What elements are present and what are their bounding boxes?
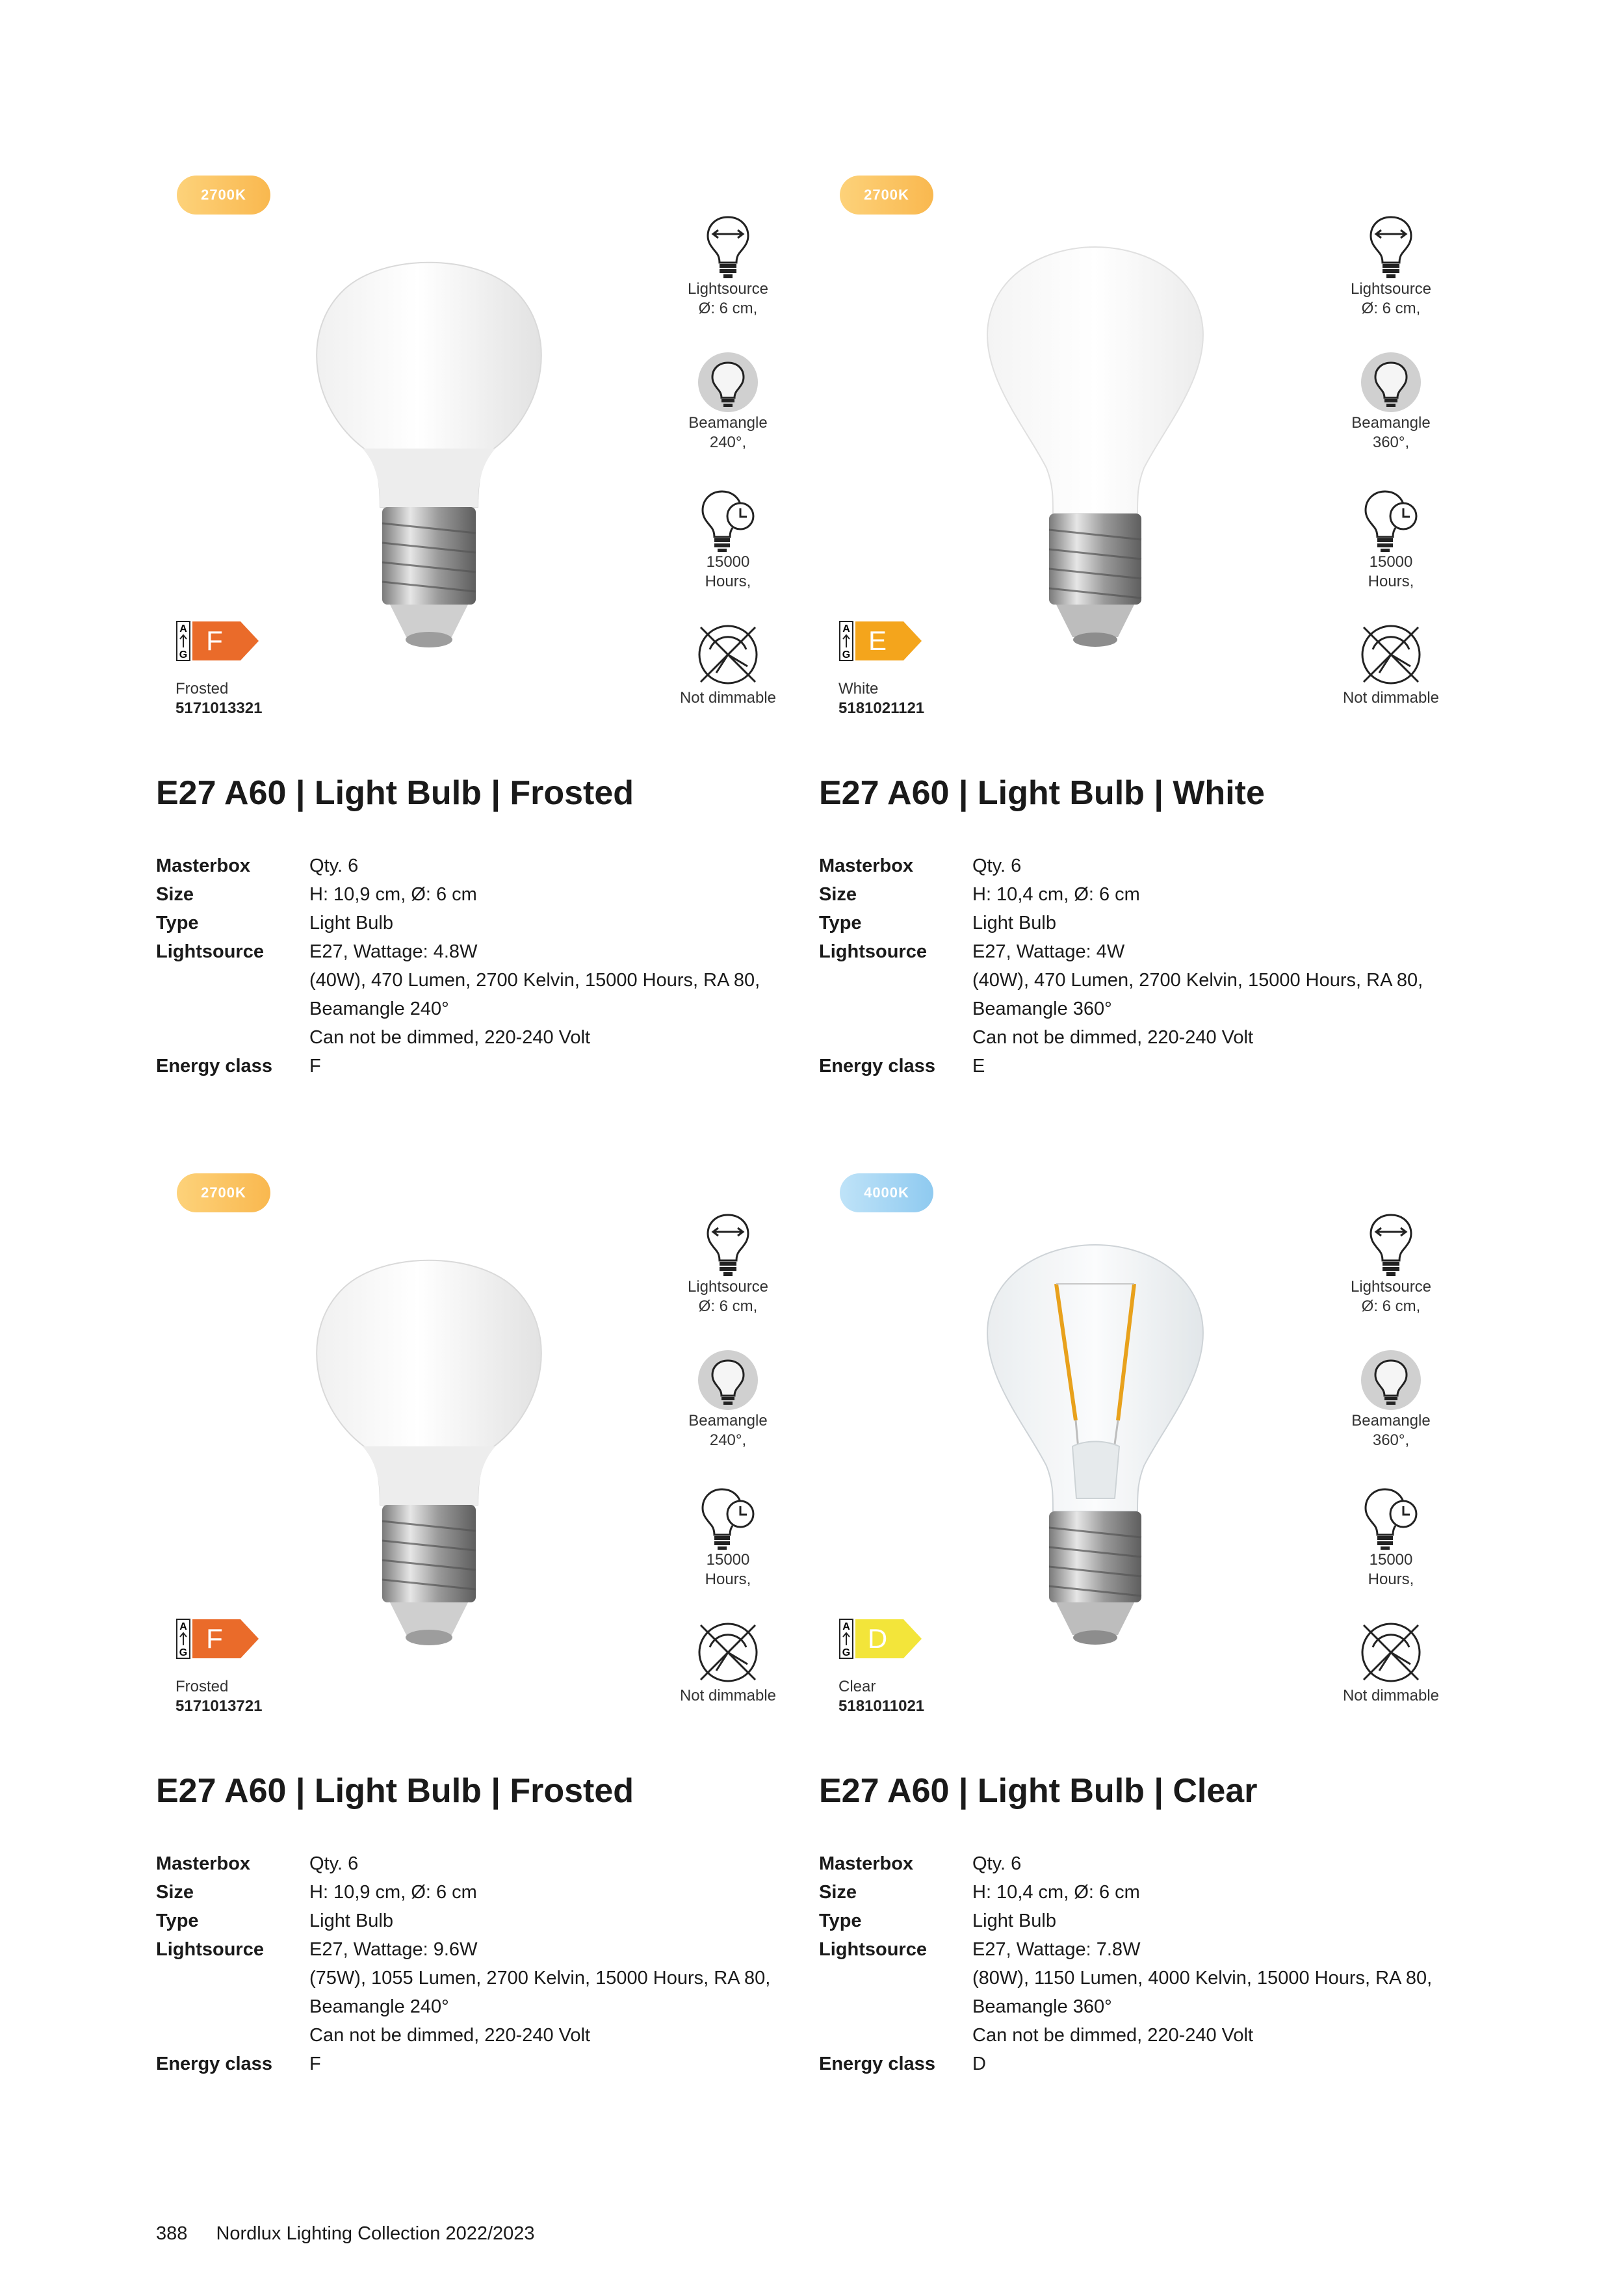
beamangle-feature <box>1319 1349 1462 1450</box>
spec-value: Qty. 6 <box>309 1853 359 1874</box>
lifetime-clock-bulb-icon <box>699 488 757 553</box>
spec-value: Light Bulb <box>309 913 393 933</box>
not-dimmable-icon <box>694 1619 762 1686</box>
lifetime-clock-bulb-icon <box>1362 488 1420 553</box>
not-dimmable-icon <box>694 621 762 688</box>
spec-key <box>156 995 309 1023</box>
energy-scale-bottom: G <box>842 1647 851 1658</box>
lifetime-feature <box>656 488 799 592</box>
product-card <box>819 176 1469 1151</box>
beamangle-label: Beamangle <box>688 1412 768 1429</box>
hours-value: 15000 <box>1369 1551 1413 1569</box>
spec-value: Can not be dimmed, 220-240 Volt <box>972 1027 1254 1048</box>
product-sku: 5171013721 <box>175 1697 263 1715</box>
spec-key: Lightsource <box>156 1939 264 1960</box>
variant-name: Frosted <box>175 680 229 698</box>
spec-row <box>156 2050 806 2078</box>
spec-key: Masterbox <box>156 1853 251 1874</box>
beamangle-icon <box>697 1349 759 1411</box>
spec-key <box>819 2021 972 2050</box>
spec-value: Beamangle 240° <box>309 1996 449 2017</box>
spec-row <box>819 1878 1469 1907</box>
beamangle-icon <box>1360 351 1422 413</box>
dimmable-label: Not dimmable <box>679 1687 777 1704</box>
spec-value: (40W), 470 Lumen, 2700 Kelvin, 15000 Hours, RA 80, <box>309 970 760 991</box>
product-sku: 5171013321 <box>175 699 263 717</box>
spec-value: Beamangle 240° <box>309 998 449 1019</box>
color-temp-badge: 4000K <box>840 1173 933 1212</box>
spec-table <box>156 1849 806 2078</box>
energy-letter: D <box>867 1623 888 1654</box>
spec-value: Beamangle 360° <box>972 1996 1112 2017</box>
spec-row <box>819 1992 1469 2021</box>
spec-value: E27, Wattage: 9.6W <box>309 1939 478 1960</box>
page-number: 388 <box>156 2223 188 2244</box>
beamangle-feature <box>1319 351 1462 452</box>
spec-key: Energy class <box>819 2054 935 2074</box>
dimmable-feature <box>1319 1619 1462 1706</box>
spec-value: Can not be dimmed, 220-240 Volt <box>309 2025 591 2046</box>
spec-value: E27, Wattage: 4W <box>972 941 1125 962</box>
beamangle-value: 360°, <box>1372 434 1410 451</box>
spec-value: Qty. 6 <box>972 855 1022 876</box>
spec-row <box>156 995 806 1023</box>
lightsource-feature <box>656 215 799 319</box>
spec-row <box>819 1907 1469 1935</box>
spec-key: Masterbox <box>819 1853 914 1874</box>
dimmable-feature <box>656 621 799 708</box>
energy-scale-bottom: G <box>179 649 188 660</box>
product-sku: 5181011021 <box>838 1697 925 1715</box>
lightsource-label: Lightsource <box>687 1278 769 1296</box>
collection-title: Nordlux Lighting Collection 2022/2023 <box>216 2223 535 2244</box>
energy-scale-top: A <box>842 1621 850 1632</box>
energy-scale-bottom: G <box>842 649 851 660</box>
beamangle-label: Beamangle <box>1351 1412 1431 1429</box>
lightsource-diameter-icon <box>1367 215 1415 280</box>
spec-value: Can not be dimmed, 220-240 Volt <box>972 2025 1254 2046</box>
spec-row <box>156 1907 806 1935</box>
spec-value: Light Bulb <box>972 1911 1056 1931</box>
beamangle-label: Beamangle <box>688 414 768 432</box>
variant-name: Frosted <box>175 1678 229 1695</box>
energy-letter: F <box>206 1623 223 1654</box>
hours-unit: Hours, <box>705 1571 751 1588</box>
product-title: E27 A60 | Light Bulb | Frosted <box>156 774 634 812</box>
spec-value: Light Bulb <box>972 913 1056 933</box>
beamangle-value: 360°, <box>1372 1431 1410 1449</box>
spec-key: Energy class <box>819 1056 935 1076</box>
beamangle-icon <box>697 351 759 413</box>
spec-key <box>819 1964 972 1992</box>
spec-row <box>156 2021 806 2050</box>
spec-value: (75W), 1055 Lumen, 2700 Kelvin, 15000 Hours, RA 80, <box>309 1968 771 1989</box>
spec-row <box>156 1992 806 2021</box>
product-card <box>156 1173 806 2148</box>
spec-key <box>819 1992 972 2021</box>
energy-scale-top: A <box>842 623 850 634</box>
lifetime-clock-bulb-icon <box>1362 1485 1420 1550</box>
spec-value: F <box>309 1056 321 1076</box>
spec-value: Qty. 6 <box>309 855 359 876</box>
energy-label-icon <box>838 1615 923 1662</box>
spec-row <box>156 909 806 937</box>
variant-name: White <box>838 680 879 698</box>
spec-key: Energy class <box>156 2054 272 2074</box>
spec-row <box>819 1052 1469 1080</box>
beamangle-feature <box>656 351 799 452</box>
not-dimmable-icon <box>1357 621 1425 688</box>
product-card <box>819 1173 1469 2148</box>
energy-scale-bottom: G <box>179 1647 188 1658</box>
lightsource-diameter-icon <box>1367 1212 1415 1277</box>
product-card <box>156 176 806 1151</box>
spec-key <box>156 1964 309 1992</box>
spec-row <box>819 966 1469 995</box>
spec-table <box>156 852 806 1080</box>
frosted-bulb-image <box>286 1232 572 1700</box>
spec-value: Qty. 6 <box>972 1853 1022 1874</box>
lifetime-feature <box>1319 488 1462 592</box>
spec-row <box>156 1935 806 1964</box>
page-footer <box>156 2223 535 2245</box>
spec-value: Light Bulb <box>309 1911 393 1931</box>
product-title: E27 A60 | Light Bulb | Frosted <box>156 1772 634 1810</box>
hours-unit: Hours, <box>705 573 751 590</box>
lightsource-value: Ø: 6 cm, <box>698 1298 758 1315</box>
spec-row <box>156 1878 806 1907</box>
lightsource-feature <box>1319 215 1462 319</box>
spec-table <box>819 852 1469 1080</box>
beamangle-value: 240°, <box>709 434 747 451</box>
lightsource-label: Lightsource <box>687 280 769 298</box>
lightsource-feature <box>1319 1212 1462 1316</box>
spec-row <box>156 1964 806 1992</box>
spec-key: Size <box>156 884 194 905</box>
dimmable-feature <box>1319 621 1462 708</box>
product-sku: 5181021121 <box>838 699 925 717</box>
spec-row <box>819 1849 1469 1878</box>
spec-row <box>156 852 806 880</box>
hours-unit: Hours, <box>1368 573 1414 590</box>
color-temp-badge: 2700K <box>177 1173 270 1212</box>
spec-key: Type <box>156 1911 199 1931</box>
spec-row <box>156 1052 806 1080</box>
product-title: E27 A60 | Light Bulb | White <box>819 774 1265 812</box>
spec-row <box>156 1023 806 1052</box>
spec-value: H: 10,4 cm, Ø: 6 cm <box>972 884 1140 905</box>
frosted-bulb-image <box>286 234 572 702</box>
spec-key: Masterbox <box>156 855 251 876</box>
spec-key <box>819 966 972 995</box>
lightsource-value: Ø: 6 cm, <box>1361 300 1421 317</box>
spec-row <box>819 995 1469 1023</box>
spec-row <box>156 1849 806 1878</box>
spec-value: F <box>309 2054 321 2074</box>
lightsource-label: Lightsource <box>1350 280 1432 298</box>
spec-key <box>819 1023 972 1052</box>
not-dimmable-icon <box>1357 1619 1425 1686</box>
lightsource-feature <box>656 1212 799 1316</box>
spec-value: H: 10,9 cm, Ø: 6 cm <box>309 1882 477 1903</box>
spec-value: (40W), 470 Lumen, 2700 Kelvin, 15000 Hours, RA 80, <box>972 970 1423 991</box>
energy-letter: F <box>206 625 223 656</box>
spec-value: D <box>972 2054 986 2074</box>
spec-key: Energy class <box>156 1056 272 1076</box>
hours-value: 15000 <box>1369 553 1413 571</box>
spec-key: Size <box>819 1882 857 1903</box>
spec-row <box>819 2050 1469 2078</box>
spec-value: H: 10,4 cm, Ø: 6 cm <box>972 1882 1140 1903</box>
spec-row <box>156 937 806 966</box>
lifetime-clock-bulb-icon <box>699 1485 757 1550</box>
hours-value: 15000 <box>706 553 750 571</box>
spec-row <box>156 966 806 995</box>
spec-table <box>819 1849 1469 2078</box>
spec-row <box>156 880 806 909</box>
color-temp-badge: 2700K <box>840 176 933 215</box>
beamangle-label: Beamangle <box>1351 414 1431 432</box>
spec-key: Lightsource <box>156 941 264 962</box>
spec-key: Type <box>156 913 199 933</box>
spec-key <box>156 966 309 995</box>
variant-name: Clear <box>838 1678 876 1695</box>
energy-label-icon <box>838 618 923 664</box>
color-temp-badge: 2700K <box>177 176 270 215</box>
product-title: E27 A60 | Light Bulb | Clear <box>819 1772 1258 1810</box>
spec-row <box>819 1964 1469 1992</box>
dimmable-feature <box>656 1619 799 1706</box>
spec-row <box>819 852 1469 880</box>
dimmable-label: Not dimmable <box>1342 689 1440 707</box>
spec-key: Type <box>819 1911 862 1931</box>
hours-unit: Hours, <box>1368 1571 1414 1588</box>
spec-key <box>156 1023 309 1052</box>
spec-row <box>819 909 1469 937</box>
energy-scale-top: A <box>179 623 187 634</box>
spec-row <box>819 2021 1469 2050</box>
spec-key: Size <box>156 1882 194 1903</box>
spec-row <box>819 880 1469 909</box>
spec-row <box>819 1023 1469 1052</box>
spec-value: E27, Wattage: 4.8W <box>309 941 478 962</box>
beamangle-feature <box>656 1349 799 1450</box>
white-bulb-image <box>949 234 1235 702</box>
lightsource-diameter-icon <box>704 215 752 280</box>
lightsource-label: Lightsource <box>1350 1278 1432 1296</box>
spec-value: Can not be dimmed, 220-240 Volt <box>309 1027 591 1048</box>
spec-key <box>819 995 972 1023</box>
lightsource-value: Ø: 6 cm, <box>1361 1298 1421 1315</box>
beamangle-value: 240°, <box>709 1431 747 1449</box>
spec-key <box>156 1992 309 2021</box>
energy-letter: E <box>868 625 887 656</box>
lifetime-feature <box>1319 1485 1462 1589</box>
spec-value: E <box>972 1056 985 1076</box>
spec-key: Masterbox <box>819 855 914 876</box>
spec-key: Lightsource <box>819 941 927 962</box>
dimmable-label: Not dimmable <box>679 689 777 707</box>
spec-key: Lightsource <box>819 1939 927 1960</box>
spec-value: Beamangle 360° <box>972 998 1112 1019</box>
energy-label-icon <box>175 618 260 664</box>
energy-label-icon <box>175 1615 260 1662</box>
dimmable-label: Not dimmable <box>1342 1687 1440 1704</box>
clear-filament-bulb-image <box>949 1232 1235 1700</box>
hours-value: 15000 <box>706 1551 750 1569</box>
spec-key <box>156 2021 309 2050</box>
spec-row <box>819 1935 1469 1964</box>
lifetime-feature <box>656 1485 799 1589</box>
beamangle-icon <box>1360 1349 1422 1411</box>
spec-value: E27, Wattage: 7.8W <box>972 1939 1141 1960</box>
lightsource-diameter-icon <box>704 1212 752 1277</box>
spec-row <box>819 937 1469 966</box>
spec-value: (80W), 1150 Lumen, 4000 Kelvin, 15000 Hours, RA 80, <box>972 1968 1433 1989</box>
spec-key: Size <box>819 884 857 905</box>
lightsource-value: Ø: 6 cm, <box>698 300 758 317</box>
spec-key: Type <box>819 913 862 933</box>
energy-scale-top: A <box>179 1621 187 1632</box>
spec-value: H: 10,9 cm, Ø: 6 cm <box>309 884 477 905</box>
